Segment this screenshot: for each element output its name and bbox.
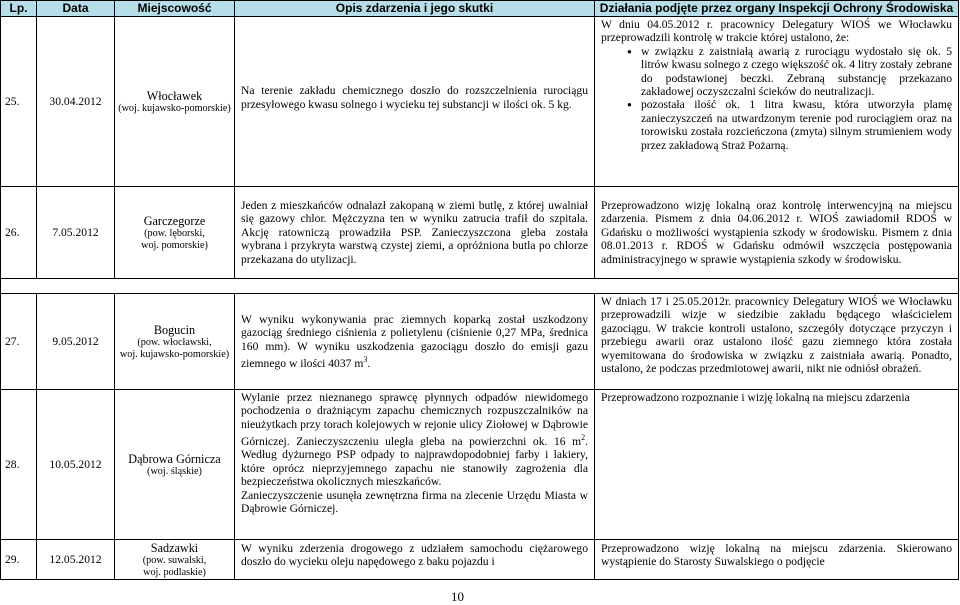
description-text: Na terenie zakładu chemicznego doszło do rozszczelnienia rurociągu przesyłowego kwasu solnego i wycieku tej substancji w ilości ok. 5 kg.	[241, 84, 588, 111]
row-lp: 27.	[1, 294, 37, 390]
description-text-b: . Według dyżurnego PSP odpady to najprawdopodobniej farby i lakiery, które oprócz nieprzyjemnego zapachu nie stanowiły zagrożenia dla bezpieczeństwa okolicznych mieszkańców.	[241, 435, 588, 489]
row-date: 9.05.2012	[37, 294, 115, 390]
row-description	[235, 390, 595, 540]
table-row	[1, 390, 959, 540]
place-region: (pow. włocławski,	[137, 337, 212, 348]
row-date: 30.04.2012	[37, 17, 115, 187]
row-lp: 28.	[1, 390, 37, 540]
header-place: Miejscowość	[115, 1, 235, 17]
place-region: (pow. lęborski,	[144, 228, 205, 239]
table-row	[1, 294, 959, 390]
row-lp: 25.	[1, 17, 37, 187]
header-description: Opis zdarzenia i jego skutki	[235, 1, 595, 17]
place-town: Sadzawki	[150, 541, 199, 555]
row-date: 12.05.2012	[37, 540, 115, 580]
description-text-a: Wylanie przez nieznanego sprawcę płynnych odpadów niewidomego pochodzenia o drażniącym zapachu chemicznych rozpuszczalników na nieużytkach przy torach kolejowych w rejonie ulicy Ziołowej w Dąbrowie Górniczej. Zanieczyszczeniu uległa gleba na powierzchni ok. 16 m	[241, 391, 588, 449]
superscript: 3	[363, 354, 368, 364]
place-region: woj. podlaskie)	[143, 566, 206, 578]
table-row	[1, 187, 959, 279]
spacer-cell	[1, 279, 37, 294]
place-town: Garczegorze	[143, 214, 206, 228]
place-region: (pow. suwalski,	[142, 555, 207, 566]
place-town: Dąbrowa Górnicza	[128, 451, 221, 466]
row-description: W wyniku zderzenia drogowego z udziałem samochodu ciężarowego doszło do wycieku oleju napędowego z baku pojazdu i	[235, 540, 595, 580]
row-actions: W dniach 17 i 25.05.2012r. pracownicy Delegatury WIOŚ we Włocławku przeprowadzili wizje w siedzibie zakładu będącego właścicielem gazociągu. W trakcie kontroli ustalono, szczegóły dotyczące przyczyn i przebiegu awarii oraz ustalono ilość gazu ziemnego która została wyemitowana do środowiska w związku z zaistniała awarią. Ponadto, ustalono, że podczas przedmiotowej awarii, nikt nie odniósł obrażeń.	[595, 294, 959, 390]
row-actions: Przeprowadzono wizję lokalną na miejscu zdarzenia. Skierowano wystąpienie do Starosty Suwalskiego o podjęcie	[595, 540, 959, 580]
page-number: 10	[451, 589, 464, 604]
actions-list	[601, 45, 952, 152]
table-row	[1, 540, 959, 580]
row-description: Jeden z mieszkańców odnalazł zakopaną w ziemi butlę, z której uwalniał się gazowy chlor. Mężczyzna ten w wyniku zatrucia trafił do szpitala. Akcję ratowniczą prowadziła PSP. Zanieczyszczona gleba została wybrana i przykryta warstwą czystej ziemi, a opróżniona butla po chlorze przekazana do utylizacji.	[235, 187, 595, 279]
table-header-row	[1, 1, 959, 17]
spacer-cell	[115, 279, 235, 294]
row-description	[235, 294, 595, 390]
row-lp: 29.	[1, 540, 37, 580]
row-description	[235, 17, 595, 187]
place-region: woj. pomorskie)	[141, 239, 208, 251]
spacer-cell	[37, 279, 115, 294]
row-actions: Przeprowadzono rozpoznanie i wizję lokalną na miejscu zdarzenia	[595, 390, 959, 540]
spacer-cell	[595, 279, 959, 294]
superscript: 2	[581, 433, 586, 443]
place-region: (woj. śląskie)	[147, 465, 202, 477]
description-text: W wyniku wykonywania prac ziemnych koparką został uszkodzony gazociąg średniego ciśnienia z polietylenu (ciśnienie 0,27 MPa, średnica 160 mm). W wyniku uszkodzenia gazociągu doszło do emisji gazu ziemnego w ilości 4037 m	[241, 312, 588, 370]
actions-list-item: ● pozostała ilość ok. 1 litra kwasu, która utworzyła plamę zanieczyszczeń na utwardzonym terenie pod rurociągiem oraz na torowisku została rozcieńczona (zmyta) silnym strumieniem wody przez zakładową Straż Pożarną.	[641, 98, 952, 152]
spacer-cell	[235, 279, 595, 294]
row-place	[115, 390, 235, 540]
header-lp: Lp.	[1, 1, 37, 17]
row-place	[115, 294, 235, 390]
row-place	[115, 187, 235, 279]
header-date: Data	[37, 1, 115, 17]
place-town: Włocławek	[146, 88, 203, 103]
description-text-end: .	[367, 356, 371, 370]
description-text	[241, 391, 588, 489]
row-place	[115, 17, 235, 187]
table-row	[1, 17, 959, 187]
header-actions: Działania podjęte przez organy Inspekcji Ochrony Środowiska	[595, 1, 959, 17]
spacer-row	[1, 279, 959, 294]
row-date: 10.05.2012	[37, 390, 115, 540]
place-region: woj. kujawsko-pomorskie)	[119, 348, 230, 360]
actions-list-item: ● w związku z zaistniałą awarią z rurociągu wydostało się ok. 5 litrów kwasu solnego z czego większość ok. 4 litry zostały zebrane do podstawionej beczki. Zebraną substancję przekazano zakładowej oczyszczalni ścieków do neutralizacji.	[641, 45, 952, 99]
row-place	[115, 540, 235, 580]
description-text-c: Zanieczyszczenie usunęła zewnętrzna firma na zlecenie Urzędu Miasta w Dąbrowie Górniczej.	[241, 488, 588, 516]
row-lp: 26.	[1, 187, 37, 279]
place-region: (woj. kujawsko-pomorskie)	[118, 102, 231, 114]
row-actions	[595, 17, 959, 187]
actions-intro: W dniu 04.05.2012 r. pracownicy Delegatury WIOŚ we Włocławku przeprowadzili kontrolę w trakcie której ustalono, że:	[601, 18, 952, 45]
place-town: Bogucin	[153, 323, 196, 337]
row-date: 7.05.2012	[37, 187, 115, 279]
row-actions: Przeprowadzono wizję lokalną oraz kontrolę interwencyjną na miejscu zdarzenia. Pismem z dnia 04.06.2012 r. WIOŚ zawiadomił RDOŚ w Gdańsku o możliwości wystąpienia szkody w środowisku. Pismem z dnia 08.01.2013 r. RDOŚ w Gdańsku odmówił wszczęcia postępowania administracyjnego w sprawie wystąpienia szkody w środowisku.	[595, 187, 959, 279]
